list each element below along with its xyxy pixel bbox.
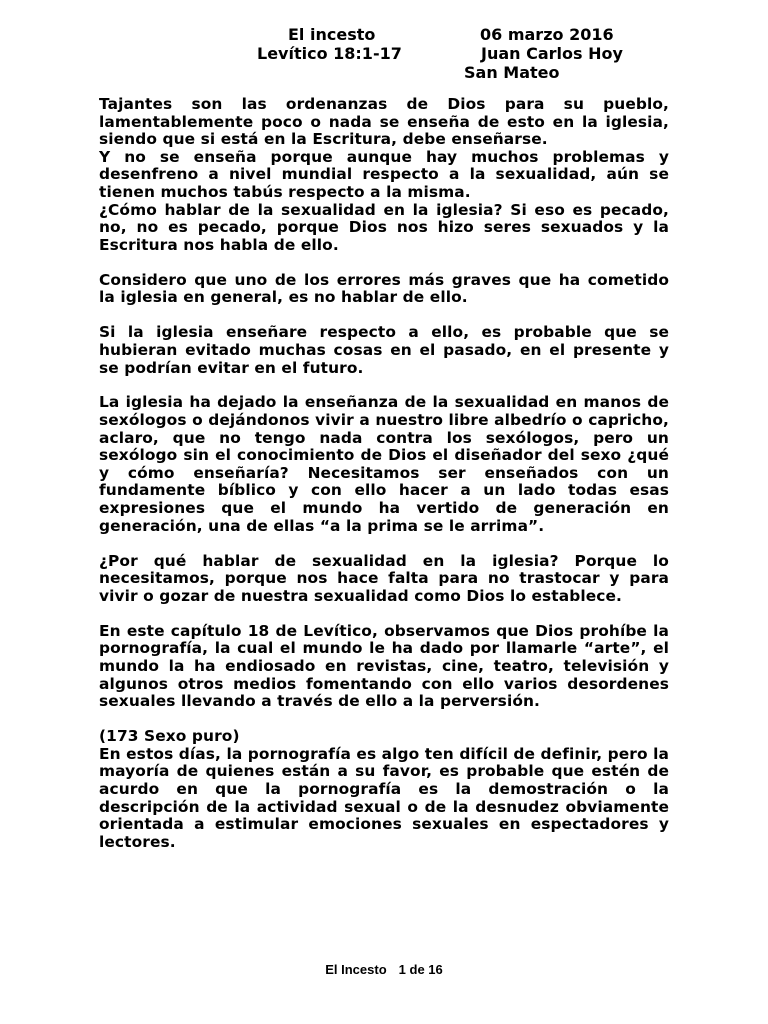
sermon-date: 06 marzo 2016: [480, 25, 614, 44]
paragraph: Considero que uno de los errores más graves que ha cometido la iglesia en general, es no hablar de ello.: [99, 270, 669, 307]
paragraph: ¿Por qué hablar de sexualidad en la iglesia? Porque lo necesitamos, porque nos hace falta para no trastocar y para vivir o gozar de nuestra sexualidad como Dios lo establece.: [99, 551, 669, 605]
document-body: [99, 96, 669, 851]
document-header: [0, 26, 768, 82]
sermon-title: El incesto: [288, 25, 376, 44]
paragraph: Y no se enseña porque aunque hay muchos problemas y desenfreno a nivel mundial respecto a la sexualidad, aún se tienen muchos tabús respecto a la misma.: [99, 147, 669, 201]
place-name: San Mateo: [464, 63, 560, 82]
footer-page-number: 1 de 16: [398, 962, 443, 977]
paragraph: La iglesia ha dejado la enseñanza de la sexualidad en manos de sexólogos o dejándonos vivir a nuestro libre albedrío o capricho, aclaro, que no tengo nada contra los sexólogos, pero un sexólogo sin el conocimiento de Dios el diseñador del sexo ¿qué y cómo enseñaría? Necesitamos ser enseñados con un fundamente bíblico y con ello hacer a un lado todas esas expresiones que el mundo ha vertido de generación en generación, una de ellas “a la prima se le arrima”.: [99, 393, 669, 535]
author-name: Juan Carlos Hoy: [481, 44, 623, 63]
page-footer: [0, 962, 768, 978]
paragraph: Tajantes son las ordenanzas de Dios para su pueblo, lamentablemente poco o nada se enseña de esto en la iglesia, siendo que si está en la Escritura, debe enseñarse.: [99, 95, 669, 149]
scripture-reference: Levítico 18:1-17: [257, 44, 402, 63]
section-reference: (173 Sexo puro): [99, 727, 240, 746]
paragraph: En estos días, la pornografía es algo ten difícil de definir, pero la mayoría de quienes están a su favor, es probable que estén de acurdo en que la pornografía es la demostración o la descripción de la actividad sexual o de la desnudez obviamente orientada a estimular emociones sexuales en espectadores y lectores.: [99, 744, 669, 851]
paragraph: ¿Cómo hablar de la sexualidad en la iglesia? Si eso es pecado, no, no es pecado, porque Dios nos hizo seres sexuados y la Escritura nos habla de ello.: [99, 200, 669, 254]
paragraph: En este capítulo 18 de Levítico, observamos que Dios prohíbe la pornografía, la cual el mundo le ha dado por llamarle “arte”, el mundo la ha endiosado en revistas, cine, teatro, televisión y algunos otros medios fomentando con ello varios desordenes sexuales llevando a través de ello a la perversión.: [99, 621, 669, 711]
footer-doc-title: El Incesto: [325, 962, 387, 977]
paragraph: Si la iglesia enseñare respecto a ello, es probable que se hubieran evitado muchas cosas en el pasado, en el presente y se podrían evitar en el futuro.: [99, 323, 669, 377]
